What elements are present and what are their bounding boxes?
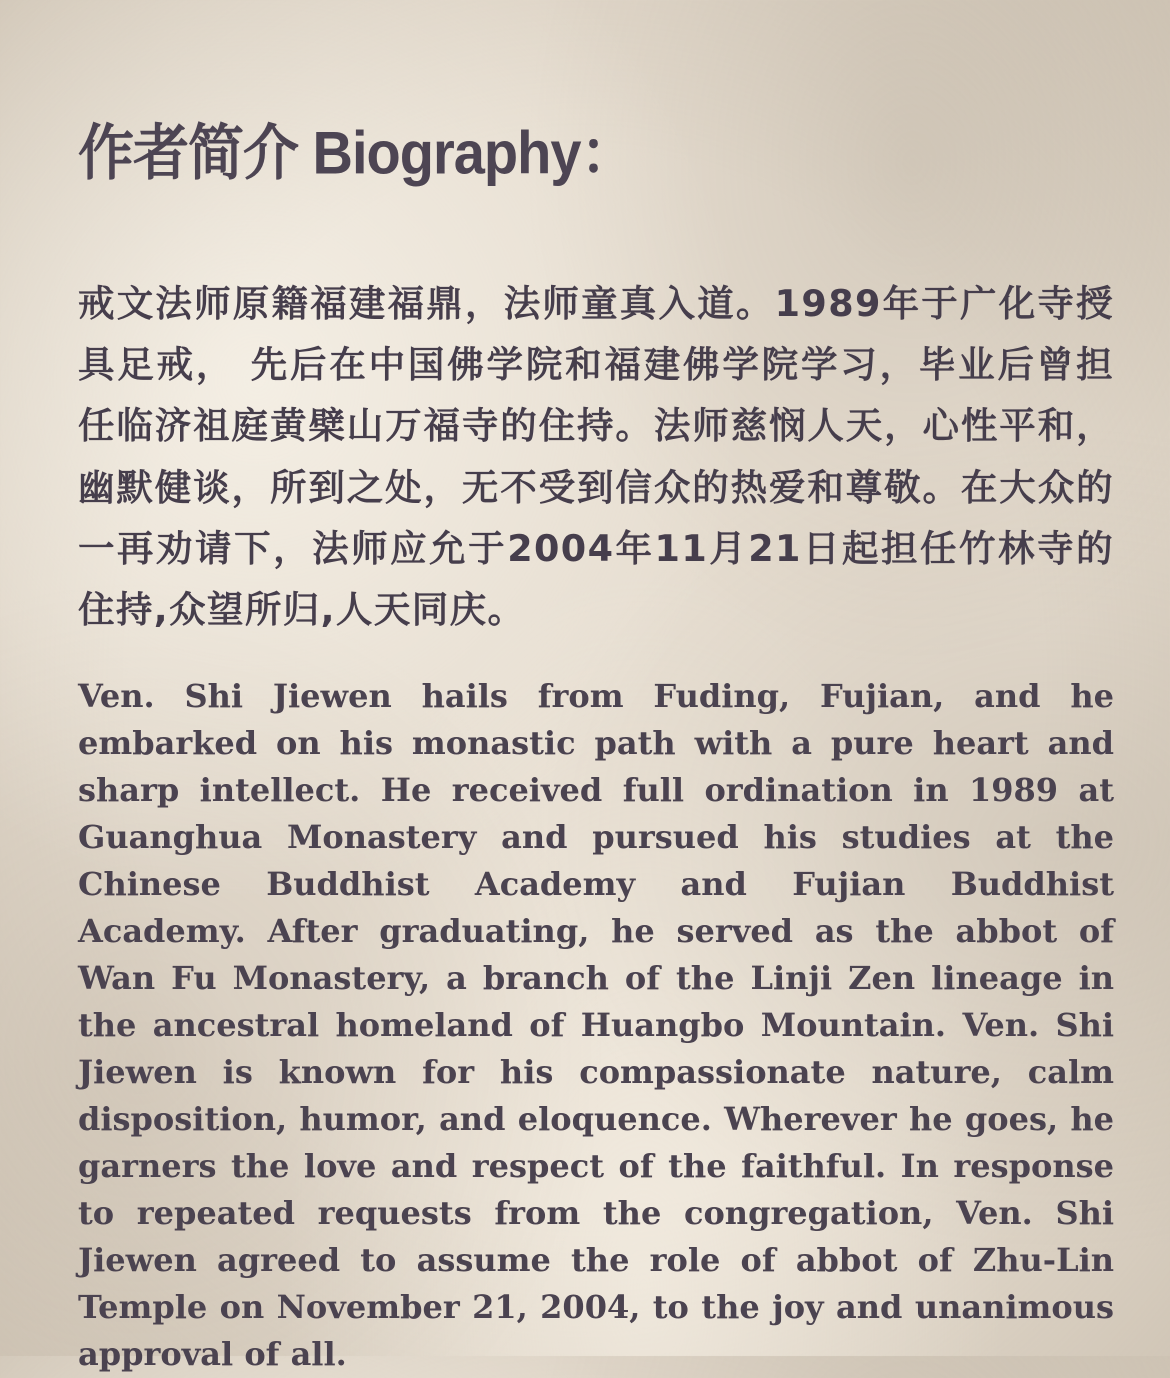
chinese-biography-paragraph: 戒文法师原籍福建福鼎，法师童真入道。1989年于广化寺授具足戒， 先后在中国佛学院和福建佛学院学习，毕业后曾担任临济祖庭黄檗山万福寺的住持。法师慈悯人天，心性平和，幽默健谈，所到之处，无不受到信众的热爱和尊敬。在大众的一再劝请下，法师应允于2004年11月21日起担任竹林寺的住持,众望所归,人天同庆。 <box>78 282 1114 632</box>
english-biography-paragraph: Ven. Shi Jiewen hails from Fuding, Fujian, and he embarked on his monastic path with a pure heart and sharp intellect. He received full ordination in 1989 at Guanghua Monastery and pursued his studies at the Chinese Buddhist Academy and Fujian Buddhist Academy. After graduating, he served as the abbot of Wan Fu Monastery, a branch of the Linji Zen lineage in the ancestral homeland of Huangbo Mountain. Ven. Shi Jiewen is known for his compassionate nature, calm disposition, humor, and eloquence. Wherever he goes, he garners the love and respect of the faithful. In response to repeated requests from the congregation, Ven. Shi Jiewen agreed to assume the role of abbot of Zhu-Lin Temple on November 21, 2004, to the joy and unanimous approval of all. <box>78 677 1114 1373</box>
biography-heading: 作者简介 Biography： <box>78 118 636 187</box>
biography-page <box>78 0 1114 1373</box>
